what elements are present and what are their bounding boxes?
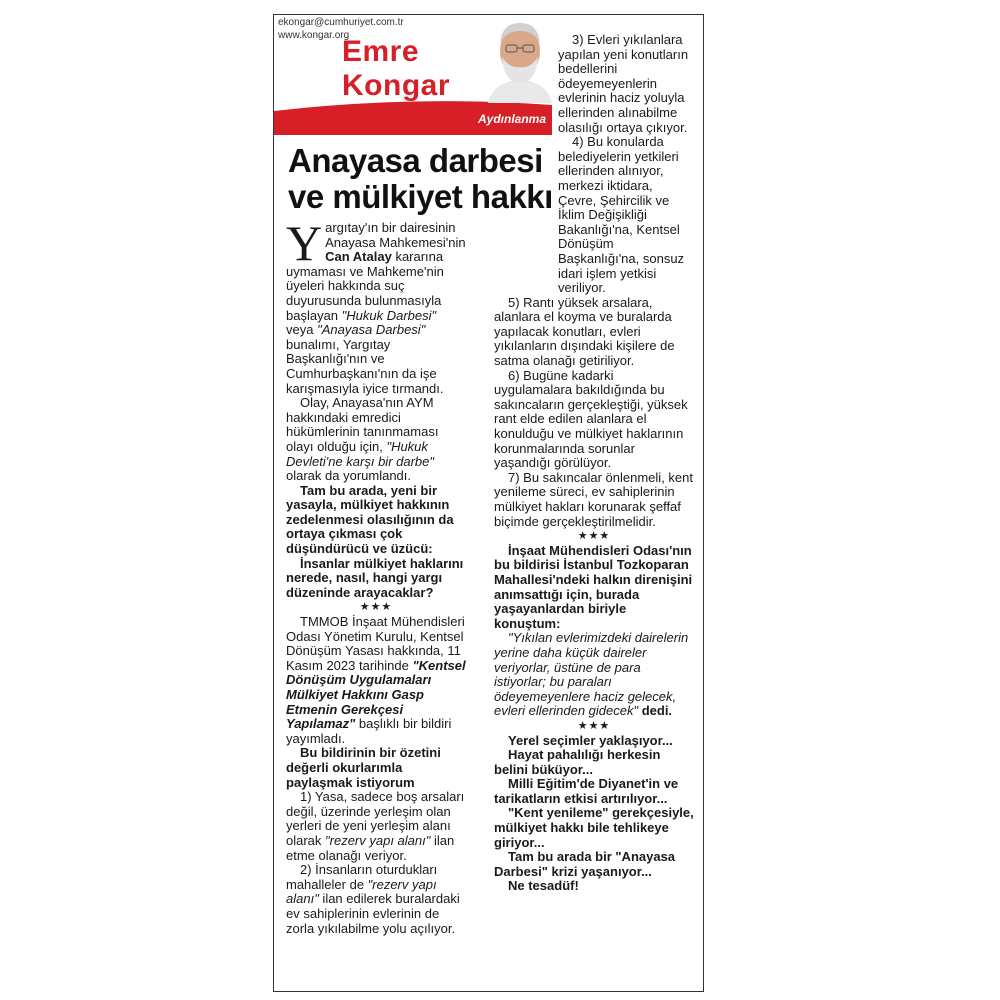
newspaper-clipping — [273, 14, 704, 992]
closing-line: "Kent yenileme" gerekçesiyle, mülkiyet hakkı bile tehlikeye giriyor... — [494, 805, 694, 850]
text: bunalımı, Yargıtay Başkanlığı'nın ve Cumhurbaşkanı'nın da işe karışmasıyla iyice tırmandı. — [286, 336, 444, 396]
closing-line: Yerel seçimler yaklaşıyor... — [508, 732, 673, 748]
text: kararına uymaması ve Mahkeme'nin üyeleri hakkında suç duyurusunda bulunmasıyla başlayan — [286, 249, 444, 323]
section-separator: ★★★ — [359, 601, 393, 614]
paragraph-bold: İnşaat Mühendisleri Odası'nın bu bildirisi İstanbul Tozkoparan Mahallesi'ndeki halkın direnişini anımsattığı için, burada yaşayanlardan biriyle konuştum: — [494, 542, 693, 631]
text-bold-italic: "Kentsel Dönüşüm Uygulamaları Mülkiyet Hakkını Gasp Etmenin Gerekçesi Yapılamaz" — [286, 657, 466, 732]
paragraph — [286, 863, 466, 936]
paragraph — [286, 396, 466, 484]
paragraph — [494, 631, 694, 719]
right-column-top — [494, 33, 694, 296]
text: olarak da yorumlandı. — [286, 468, 412, 484]
text: Olay, Anayasa'nın AYM hakkındaki emredici hükümlerinin tanınmaması olayı olduğu için, — [286, 395, 439, 454]
text: 1) Yasa, sadece boş arsaları değil, üzerinde yerleşim olan yerleri de yeni yerleşim alanı olarak — [286, 789, 465, 848]
author-last-name: Kongar — [342, 69, 450, 102]
author-first-name: Emre — [342, 35, 420, 68]
text: TMMOB İnşaat Mühendisleri Odası Yönetim Kurulu, Kentsel Dönüşüm Yasası hakkında, 11 Kasım 2023 tarihinde — [286, 614, 465, 673]
section-separator: ★★★ — [577, 719, 611, 732]
text-bold: Can Atalay — [325, 249, 392, 265]
text-italic: "rezerv yapı alanı" — [325, 832, 431, 848]
text-italic: "Anayasa Darbesi" — [317, 322, 426, 338]
text: ilan etme olanağı veriyor. — [286, 832, 455, 863]
paragraph-bold: Bu bildirinin bir özetini değerli okurlarımla paylaşmak istiyorum — [286, 745, 441, 790]
paragraph: 3) Evleri yıkılanlara yapılan yeni konutların bedellerini ödeyemeyenlerin evlerinin haciz yoluyla ellerinden alınabilme olasılığı ortaya çıkıyor. — [558, 32, 689, 135]
closing-line: Ne tesadüf! — [508, 878, 579, 894]
closing-line: Milli Eğitim'de Diyanet'in ve tarikatların etkisi artırılıyor... — [494, 776, 679, 806]
left-column — [286, 215, 466, 936]
paragraph — [286, 615, 466, 746]
author-website: www.kongar.org — [278, 30, 350, 41]
paragraph: 4) Bu konularda belediyelerin yetkileri ellerinden alınıyor, merkezi iktidara, Çevre, Şehircilik ve İklim Değişikliği Bakanlığı'na, Kentsel Dönüşüm Başkanlığı'na, sonsuz idari işlem yetkisi veriliyor. — [558, 134, 685, 296]
headline-line-1: Anayasa darbesi — [288, 142, 543, 179]
headline-line-2: ve mülkiyet hakkı — [288, 178, 553, 215]
paragraph: 5) Rantı yüksek arsalara, alanlara el koyma ve buralarda yapılacak konutları, evleri yıkılanların dışındaki kişilere de satma olanağı getiriliyor. — [494, 294, 675, 369]
closing-line: Tam bu arada bir "Anayasa Darbesi" krizi yaşanıyor... — [494, 849, 676, 879]
series-label: Aydınlanma — [477, 112, 546, 126]
paragraph: 7) Bu sakıncalar önlenmeli, kent yenileme süreci, ev sahiplerinin mülkiyet hakları korunarak şeffaf biçimde gerçekleştirilmelidir. — [494, 469, 693, 529]
paragraph — [286, 215, 466, 396]
text-italic: "rezerv yapı alanı" — [286, 876, 437, 907]
author-name — [342, 35, 450, 103]
paragraph — [286, 790, 466, 863]
section-separator: ★★★ — [577, 530, 611, 543]
text: argıtay'ın bir dairesinin Anayasa Mahkemesi'nin — [325, 220, 466, 250]
quote: "Yıkılan evlerimizdeki dairelerin yerine daha küçük daireler veriyorlar, üstüne de para istiyorlar; bu paraları ödeyemeyenlere haciz gelecek, evleri ellerinden gidecek" — [494, 630, 689, 719]
paragraph-bold: İnsanlar mülkiyet haklarını nerede, nasıl, hangi yargı düzeninde arayacaklar? — [286, 555, 464, 600]
paragraph-bold: Tam bu arada, yeni bir yasayla, mülkiyet hakkının zedelenmesi olasılığının da ortaya çıkması çok düşündürücü ve üzücü: — [286, 482, 454, 557]
paragraph: 6) Bugüne kadarki uygulamalara bakıldığında bu sakıncaların gerçekleştiği, yüksek rant elde edilen alanlara el konulduğu ve mülkiyet haklarının korunmalarında sorunlar yaşandığı görülüyor. — [494, 367, 688, 471]
text-italic: "Hukuk Darbesi" — [341, 307, 437, 323]
drop-cap: Y — [286, 215, 323, 271]
text: başlıklı bir bildiri yayımladı. — [286, 716, 452, 746]
text-bold: dedi. — [638, 703, 673, 719]
right-column — [494, 33, 694, 894]
text: 2) İnsanların oturdukları mahalleler de — [286, 862, 438, 892]
author-email: ekongar@cumhuriyet.com.tr — [278, 17, 404, 28]
text: ilan edilerek buralardaki ev sahiplerinin evlerinin de zorla yıkılabilme yolu açılıyor. — [286, 891, 460, 936]
closing-line: Hayat pahalılığı herkesin belini büküyor... — [494, 747, 661, 777]
text: veya — [286, 322, 318, 338]
text-italic: "Hukuk Devleti'ne karşı bir darbe" — [286, 438, 434, 469]
